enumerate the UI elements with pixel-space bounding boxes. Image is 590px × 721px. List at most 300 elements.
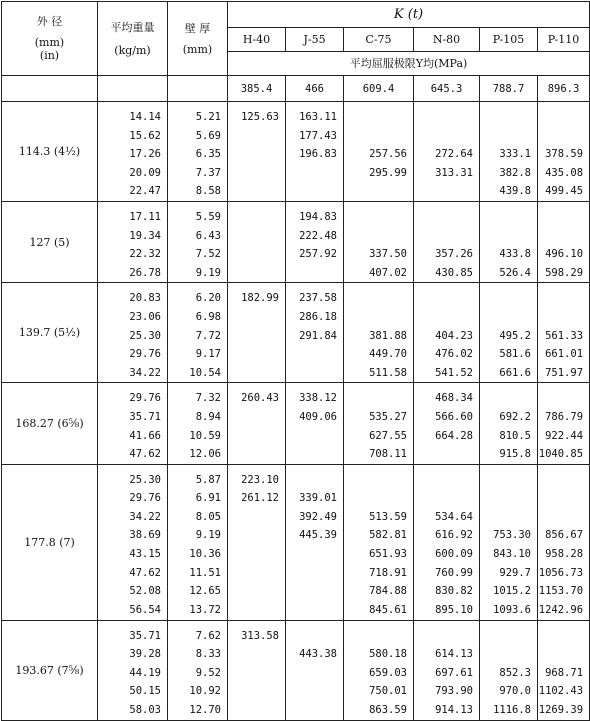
grade-4-strength-value bbox=[480, 308, 531, 327]
wall-column bbox=[168, 383, 228, 464]
grade-0-strength-value bbox=[228, 682, 279, 701]
grade-1-strength-value bbox=[286, 564, 337, 583]
grade-3-strength-value bbox=[414, 227, 473, 246]
grade-5-strength-value bbox=[538, 627, 583, 646]
grade-0-strength-value: 223.10 bbox=[241, 473, 279, 486]
wall-value: 5.69 bbox=[195, 129, 221, 142]
grade-1-strength-value: 338.12 bbox=[299, 392, 337, 405]
grade-4-strength-value bbox=[480, 471, 531, 490]
grade-1-strength-value bbox=[286, 427, 337, 446]
weight-value: 47.62 bbox=[129, 566, 161, 579]
diameter-group-row bbox=[2, 464, 590, 620]
grade-4-strength-value: 333.1 bbox=[499, 148, 531, 161]
grade-3-strength-value bbox=[414, 627, 473, 646]
grade-3-strength-value: 468.34 bbox=[435, 392, 473, 405]
grade-5-strength-value: 1056.73 bbox=[538, 566, 584, 579]
wall-value: 12.06 bbox=[189, 448, 221, 461]
grade-4-strength-value bbox=[480, 127, 531, 146]
grade-2-strength-column bbox=[344, 464, 414, 620]
outer-diameter: 139.7 (5½) bbox=[2, 283, 98, 383]
grade-0-strength-column bbox=[228, 283, 286, 383]
grade-0-strength-value bbox=[228, 364, 279, 383]
grade-5-strength-value: 1242.96 bbox=[538, 603, 584, 616]
grade-1-strength-value: 222.48 bbox=[299, 229, 337, 242]
grade-0-strength-value bbox=[228, 327, 279, 346]
outer-diameter: 177.8 (7) bbox=[2, 464, 98, 620]
grade-4-strength-column bbox=[480, 620, 538, 720]
grade-4-strength-value: 753.30 bbox=[493, 529, 531, 542]
weight-value: 23.06 bbox=[129, 310, 161, 323]
yield-value: 896.3 bbox=[538, 76, 590, 102]
grade-1-strength-value bbox=[286, 264, 337, 283]
grade-2-strength-value bbox=[344, 182, 407, 201]
grade-3-strength-column bbox=[414, 464, 480, 620]
grade-3-strength-value bbox=[414, 471, 473, 490]
grade-4-strength-value: 1116.8 bbox=[493, 704, 531, 717]
grade-5-strength-value bbox=[538, 108, 583, 127]
grade-4-strength-value bbox=[480, 389, 531, 408]
wall-value: 10.54 bbox=[189, 366, 221, 379]
grade-0-strength-value bbox=[228, 564, 279, 583]
weight-value: 20.83 bbox=[129, 292, 161, 305]
grade-1-strength-value: 257.92 bbox=[299, 248, 337, 261]
weight-label: 平均重量 bbox=[110, 20, 155, 34]
grade-5-strength-column bbox=[538, 102, 590, 202]
grade-2-strength-value: 627.55 bbox=[369, 429, 407, 442]
weight-value: 15.62 bbox=[129, 129, 161, 142]
grade-1-strength-value bbox=[286, 582, 337, 601]
grade-1-strength-value bbox=[286, 471, 337, 490]
outer-diameter: 193.67 (7⅝) bbox=[2, 620, 98, 720]
grade-5-strength-value: 378.59 bbox=[545, 148, 584, 161]
grade-3-strength-value: 357.26 bbox=[435, 248, 473, 261]
grade-1-strength-column bbox=[286, 383, 344, 464]
wall-value: 5.21 bbox=[195, 111, 221, 123]
grade-2-strength-column bbox=[344, 201, 414, 282]
grade-1-strength-value bbox=[286, 682, 337, 701]
grade-5-strength-column bbox=[538, 383, 590, 464]
od-unit-mm: (mm) bbox=[34, 36, 65, 49]
grade-0-strength-value bbox=[228, 427, 279, 446]
weight-value: 44.19 bbox=[129, 666, 161, 679]
grade-3-strength-value: 616.92 bbox=[435, 529, 473, 542]
grade-0-strength-value bbox=[228, 408, 279, 427]
grade-5-strength-value: 561.33 bbox=[545, 329, 584, 342]
weight-value: 58.03 bbox=[129, 704, 161, 717]
grade-3-strength-value bbox=[414, 182, 473, 201]
grade-5-strength-column bbox=[538, 620, 590, 720]
grade-3-strength-value: 534.64 bbox=[435, 510, 473, 523]
grade-1-strength-value bbox=[286, 627, 337, 646]
grade-0-strength-column bbox=[228, 201, 286, 282]
weight-column bbox=[98, 383, 168, 464]
grade-5-strength-value: 751.97 bbox=[545, 366, 584, 379]
grade-1-strength-value: 339.01 bbox=[299, 492, 337, 505]
wall-value: 6.35 bbox=[195, 148, 221, 161]
weight-value: 22.32 bbox=[129, 248, 161, 261]
wall-value: 9.17 bbox=[195, 348, 221, 361]
grade-5-strength-value: 968.71 bbox=[545, 666, 584, 679]
grade-4-strength-value: 843.10 bbox=[493, 548, 531, 561]
grade-2-strength-value: 381.88 bbox=[369, 329, 407, 342]
grade-3-strength-value: 697.61 bbox=[435, 666, 473, 679]
grade-3-strength-value: 614.13 bbox=[435, 648, 473, 661]
grade-3-strength-column bbox=[414, 283, 480, 383]
weight-column bbox=[98, 464, 168, 620]
grade-0-strength-column bbox=[228, 464, 286, 620]
grade-5-strength-value: 786.79 bbox=[545, 410, 584, 423]
grade-4-strength-value: 382.8 bbox=[499, 166, 531, 179]
weight-value: 26.78 bbox=[129, 266, 161, 279]
grade-5-strength-value: 496.10 bbox=[545, 248, 584, 261]
wall-value: 6.20 bbox=[195, 292, 221, 305]
grade-1-strength-value bbox=[286, 601, 337, 620]
grade-2-strength-value: 511.58 bbox=[369, 366, 407, 379]
wall-value: 7.37 bbox=[195, 166, 221, 179]
grade-1-strength-column bbox=[286, 283, 344, 383]
grade-4-strength-value bbox=[480, 508, 531, 527]
grade-5-strength-value bbox=[538, 289, 583, 308]
grade-5-strength-value: 856.67 bbox=[545, 529, 584, 542]
weight-value: 25.30 bbox=[129, 473, 161, 486]
grade-5-strength-value: 499.45 bbox=[545, 185, 584, 198]
diameter-group-row bbox=[2, 620, 590, 720]
grade-2-strength-value: 784.88 bbox=[369, 585, 407, 598]
wall-column bbox=[168, 283, 228, 383]
grade-2-strength-column bbox=[344, 283, 414, 383]
weight-value: 14.14 bbox=[129, 111, 161, 123]
grade-4-strength-value: 970.0 bbox=[499, 685, 531, 698]
grade-3-strength-value: 600.09 bbox=[435, 548, 473, 561]
wall-column bbox=[168, 620, 228, 720]
grade-4-strength-value: 581.6 bbox=[499, 348, 531, 361]
grade-4-strength-value bbox=[480, 208, 531, 227]
grade-3-strength-value: 895.10 bbox=[435, 603, 473, 616]
grade-1-strength-column bbox=[286, 620, 344, 720]
weight-value: 17.11 bbox=[129, 210, 161, 223]
grade-5-strength-value bbox=[538, 645, 583, 664]
wall-value: 9.19 bbox=[195, 529, 221, 542]
wall-value: 6.43 bbox=[195, 229, 221, 242]
grade-0-strength-value bbox=[228, 445, 279, 464]
grade-0-strength-value bbox=[228, 545, 279, 564]
grade-3-strength-value: 404.23 bbox=[435, 329, 473, 342]
weight-column bbox=[98, 283, 168, 383]
grade-3-strength-value bbox=[414, 308, 473, 327]
grade-4-strength-value bbox=[480, 289, 531, 308]
grade-header: N-80 bbox=[414, 28, 480, 52]
grade-5-strength-column bbox=[538, 201, 590, 282]
grade-5-strength-value: 598.29 bbox=[545, 266, 584, 279]
grade-5-strength-value: 435.08 bbox=[545, 166, 584, 179]
grade-0-strength-column bbox=[228, 383, 286, 464]
grade-1-strength-value: 194.83 bbox=[299, 210, 337, 223]
grade-2-strength-value bbox=[344, 471, 407, 490]
grade-2-strength-value bbox=[344, 489, 407, 508]
grade-4-strength-value: 929.7 bbox=[499, 566, 531, 579]
grade-0-strength-value bbox=[228, 345, 279, 364]
weight-value: 35.71 bbox=[129, 410, 161, 423]
weight-value: 29.76 bbox=[129, 348, 161, 361]
grade-header: J-55 bbox=[286, 28, 344, 52]
grade-2-strength-column bbox=[344, 620, 414, 720]
wall-value: 5.87 bbox=[195, 473, 221, 486]
grade-header: C-75 bbox=[344, 28, 414, 52]
grade-5-strength-value bbox=[538, 308, 583, 327]
yield-value: 609.4 bbox=[344, 76, 414, 102]
grade-4-strength-value bbox=[480, 645, 531, 664]
casing-strength-table bbox=[1, 1, 590, 721]
grade-4-strength-value bbox=[480, 489, 531, 508]
outer-diameter: 168.27 (6⅝) bbox=[2, 383, 98, 464]
grade-4-strength-value: 852.3 bbox=[499, 666, 531, 679]
grade-5-strength-value: 922.44 bbox=[545, 429, 584, 442]
wall-value: 7.32 bbox=[195, 392, 221, 405]
grade-5-strength-value: 1153.70 bbox=[538, 585, 584, 598]
grade-3-strength-column bbox=[414, 102, 480, 202]
grade-4-strength-value bbox=[480, 108, 531, 127]
yield-value: 385.4 bbox=[228, 76, 286, 102]
grade-1-strength-value bbox=[286, 701, 337, 720]
grade-2-strength-value bbox=[344, 627, 407, 646]
grade-5-strength-column bbox=[538, 283, 590, 383]
weight-unit: (kg/m) bbox=[114, 43, 151, 57]
wall-header bbox=[168, 2, 228, 76]
weight-value: 17.26 bbox=[129, 148, 161, 161]
weight-value: 29.76 bbox=[129, 392, 161, 405]
grade-5-strength-value bbox=[538, 389, 583, 408]
grade-4-strength-value: 526.4 bbox=[499, 266, 531, 279]
grade-4-strength-value: 692.2 bbox=[499, 410, 531, 423]
grade-header: H-40 bbox=[228, 28, 286, 52]
grade-2-strength-value: 845.61 bbox=[369, 603, 407, 616]
weight-value: 20.09 bbox=[129, 166, 161, 179]
wall-value: 5.59 bbox=[195, 210, 221, 223]
grade-0-strength-value bbox=[228, 145, 279, 164]
wall-value: 8.94 bbox=[195, 410, 221, 423]
weight-value: 50.15 bbox=[129, 685, 161, 698]
grade-0-strength-value bbox=[228, 308, 279, 327]
weight-value: 41.66 bbox=[129, 429, 161, 442]
weight-value: 34.22 bbox=[129, 366, 161, 379]
grade-1-strength-column bbox=[286, 464, 344, 620]
grade-0-strength-value bbox=[228, 701, 279, 720]
grade-header: P-105 bbox=[480, 28, 538, 52]
diameter-group-row bbox=[2, 283, 590, 383]
grade-2-strength-column bbox=[344, 102, 414, 202]
wall-value: 12.70 bbox=[189, 704, 221, 717]
wall-column bbox=[168, 464, 228, 620]
outer-diameter: 114.3 (4½) bbox=[2, 102, 98, 202]
od-label: 外 径 bbox=[36, 15, 63, 28]
grade-2-strength-value: 651.93 bbox=[369, 548, 407, 561]
wall-value: 13.72 bbox=[189, 603, 221, 616]
yield-label: 平均屈服极限Y均(MPa) bbox=[228, 52, 590, 76]
wall-value: 10.36 bbox=[189, 548, 221, 561]
grade-1-strength-value: 392.49 bbox=[299, 510, 337, 523]
wall-value: 11.51 bbox=[189, 566, 221, 579]
grade-1-strength-value: 286.18 bbox=[299, 310, 337, 323]
yield-blank-od bbox=[2, 76, 98, 102]
grade-5-strength-value bbox=[538, 508, 583, 527]
grade-2-strength-value: 295.99 bbox=[369, 166, 407, 179]
grade-1-strength-value: 445.39 bbox=[299, 529, 337, 542]
weight-column bbox=[98, 620, 168, 720]
grade-2-strength-value bbox=[344, 227, 407, 246]
grade-3-strength-value: 760.99 bbox=[435, 566, 473, 579]
grade-3-strength-value bbox=[414, 127, 473, 146]
grade-2-strength-value: 659.03 bbox=[369, 666, 407, 679]
grade-0-strength-column bbox=[228, 620, 286, 720]
wall-value: 9.52 bbox=[195, 666, 221, 679]
wall-value: 7.72 bbox=[195, 329, 221, 342]
grade-1-strength-column bbox=[286, 201, 344, 282]
yield-blank-weight bbox=[98, 76, 168, 102]
grade-1-strength-value bbox=[286, 545, 337, 564]
wall-column bbox=[168, 201, 228, 282]
k-header: K (t) bbox=[228, 2, 590, 28]
weight-column bbox=[98, 201, 168, 282]
grade-3-strength-value: 664.28 bbox=[435, 429, 473, 442]
grade-0-strength-value: 125.63 bbox=[241, 111, 279, 123]
yield-blank-wall bbox=[168, 76, 228, 102]
grade-4-strength-value: 439.8 bbox=[499, 185, 531, 198]
weight-value: 43.15 bbox=[129, 548, 161, 561]
grade-1-strength-value: 443.38 bbox=[299, 648, 337, 661]
grade-1-strength-column bbox=[286, 102, 344, 202]
grade-3-strength-value: 430.85 bbox=[435, 266, 473, 279]
grade-3-strength-value: 541.52 bbox=[435, 366, 473, 379]
grade-2-strength-value bbox=[344, 389, 407, 408]
yield-value: 645.3 bbox=[414, 76, 480, 102]
grade-header: P-110 bbox=[538, 28, 590, 52]
od-header bbox=[2, 2, 98, 76]
wall-value: 8.05 bbox=[195, 510, 221, 523]
grade-5-strength-value: 1102.43 bbox=[538, 685, 584, 698]
weight-value: 47.62 bbox=[129, 448, 161, 461]
grade-1-strength-value bbox=[286, 345, 337, 364]
grade-1-strength-value bbox=[286, 664, 337, 683]
grade-3-strength-value bbox=[414, 208, 473, 227]
weight-value: 35.71 bbox=[129, 629, 161, 642]
grade-4-strength-column bbox=[480, 383, 538, 464]
weight-value: 38.69 bbox=[129, 529, 161, 542]
grade-0-strength-value bbox=[228, 208, 279, 227]
grade-3-strength-value bbox=[414, 489, 473, 508]
grade-1-strength-value bbox=[286, 445, 337, 464]
grade-2-strength-value: 718.91 bbox=[369, 566, 407, 579]
grade-2-strength-value: 863.59 bbox=[369, 704, 407, 717]
grade-0-strength-value: 182.99 bbox=[241, 292, 279, 305]
grade-4-strength-value: 1093.6 bbox=[493, 603, 531, 616]
grade-3-strength-value bbox=[414, 289, 473, 308]
weight-value: 29.76 bbox=[129, 492, 161, 505]
weight-value: 56.54 bbox=[129, 603, 161, 616]
grade-1-strength-value: 237.58 bbox=[299, 292, 337, 305]
wall-value: 8.58 bbox=[195, 185, 221, 198]
grade-0-strength-value bbox=[228, 227, 279, 246]
grade-2-strength-value: 449.70 bbox=[369, 348, 407, 361]
wall-value: 6.91 bbox=[195, 492, 221, 505]
grade-5-strength-value bbox=[538, 208, 583, 227]
diameter-group-row bbox=[2, 383, 590, 464]
grade-0-strength-value bbox=[228, 526, 279, 545]
grade-0-strength-value: 260.43 bbox=[241, 392, 279, 405]
grade-4-strength-value: 915.8 bbox=[499, 448, 531, 461]
grade-5-strength-column bbox=[538, 464, 590, 620]
grade-2-strength-value: 337.50 bbox=[369, 248, 407, 261]
grade-1-strength-value: 177.43 bbox=[299, 129, 337, 142]
wall-value: 7.52 bbox=[195, 248, 221, 261]
grade-5-strength-value bbox=[538, 489, 583, 508]
grade-0-strength-value bbox=[228, 601, 279, 620]
grade-4-strength-value: 1015.2 bbox=[493, 585, 531, 598]
grade-2-strength-value: 257.56 bbox=[369, 148, 407, 161]
grade-3-strength-value: 830.82 bbox=[435, 585, 473, 598]
yield-value: 466 bbox=[286, 76, 344, 102]
weight-column bbox=[98, 102, 168, 202]
outer-diameter: 127 (5) bbox=[2, 201, 98, 282]
grade-4-strength-value: 810.5 bbox=[499, 429, 531, 442]
wall-column bbox=[168, 102, 228, 202]
grade-5-strength-value: 661.01 bbox=[545, 348, 584, 361]
grade-2-strength-column bbox=[344, 383, 414, 464]
grade-2-strength-value bbox=[344, 108, 407, 127]
grade-5-strength-value bbox=[538, 227, 583, 246]
weight-header bbox=[98, 2, 168, 76]
grade-3-strength-value: 476.02 bbox=[435, 348, 473, 361]
diameter-group-row bbox=[2, 201, 590, 282]
grade-3-strength-value bbox=[414, 108, 473, 127]
grade-0-strength-value bbox=[228, 127, 279, 146]
wall-value: 12.65 bbox=[189, 585, 221, 598]
wall-value: 6.98 bbox=[195, 310, 221, 323]
grade-0-strength-value bbox=[228, 664, 279, 683]
wall-value: 10.59 bbox=[189, 429, 221, 442]
grade-1-strength-value: 291.84 bbox=[299, 329, 337, 342]
grade-2-strength-value bbox=[344, 208, 407, 227]
od-unit-in: (in) bbox=[39, 49, 60, 62]
grade-3-strength-value: 793.90 bbox=[435, 685, 473, 698]
weight-value: 25.30 bbox=[129, 329, 161, 342]
grade-2-strength-value bbox=[344, 308, 407, 327]
grade-2-strength-value bbox=[344, 289, 407, 308]
grade-5-strength-value: 1040.85 bbox=[538, 448, 584, 461]
wall-value: 7.62 bbox=[195, 629, 221, 642]
grade-2-strength-value: 407.02 bbox=[369, 266, 407, 279]
grade-0-strength-value bbox=[228, 645, 279, 664]
grade-2-strength-value: 580.18 bbox=[369, 648, 407, 661]
diameter-group-row bbox=[2, 102, 590, 202]
grade-3-strength-value: 313.31 bbox=[435, 166, 473, 179]
grade-2-strength-value bbox=[344, 127, 407, 146]
weight-value: 34.22 bbox=[129, 510, 161, 523]
wall-value: 10.92 bbox=[189, 685, 221, 698]
grade-1-strength-value bbox=[286, 364, 337, 383]
grade-4-strength-column bbox=[480, 201, 538, 282]
grade-0-strength-value bbox=[228, 508, 279, 527]
grade-4-strength-column bbox=[480, 283, 538, 383]
grade-0-strength-value bbox=[228, 182, 279, 201]
grade-0-strength-value bbox=[228, 245, 279, 264]
grade-0-strength-value bbox=[228, 164, 279, 183]
grade-2-strength-value: 535.27 bbox=[369, 410, 407, 423]
grade-3-strength-column bbox=[414, 383, 480, 464]
grade-4-strength-value bbox=[480, 227, 531, 246]
wall-value: 9.19 bbox=[195, 266, 221, 279]
grade-0-strength-value: 261.12 bbox=[241, 492, 279, 505]
grade-3-strength-column bbox=[414, 201, 480, 282]
